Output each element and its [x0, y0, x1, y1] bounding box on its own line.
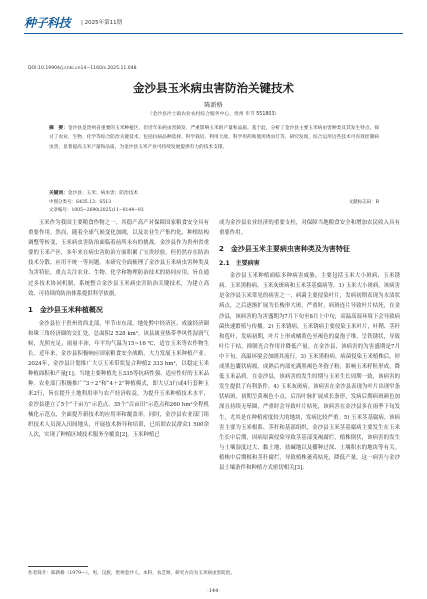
intro-paragraph: 玉米作为我国主要粮食作物之一，其稳产高产对保障国家粮食安全具有重要作用。然而，随着全球气候变化加剧，以及农业生产集约化、种植结构调整等转变，玉米病虫害防治面临着前所未有的挑战。金沙县作为贵州省重要的玉米产区，多年来在病虫害防治方面积累了宝贵经验，但仍然存在防治技术分散、应用不统一等问题。本研究全面梳理了金沙县玉米病虫害种类及为害特征，重点关注农业、生物、化学和物理防治技术的协同应用，旨在通过多技术协同机制，系统整合金沙县玉米病虫害防治关键技术，为建立高效、可持续的防治体系提供科学依据。 [28, 220, 209, 297]
section-2-heading: 2 金沙县玉米主要病虫害种类及为害特征 [219, 245, 350, 254]
right-intro-paragraph: 成为金沙县农业经济的重要支柱，对保障当地粮食安全和增加农民收入具有重要作用。 [219, 220, 400, 237]
clc-number: 中图分类号：S435.13；S513 [49, 200, 111, 205]
article-number: 文章编号：1005−2690(2025)11−0144−03 [49, 208, 144, 213]
classification-line [49, 199, 379, 207]
abstract-text: 金沙县是贵州省重要的玉米种植区，但近年来病虫害频发，严重影响玉米的产量和品质。基于此，分析了金沙县主要玉米病虫害种类及其发生特点，探讨了农业、生物、化学等综合防治关键技术，包括抗病品种选择、科学栽培、利用天敌、科学用药和使用诱虫灯等，研究发现，综合运用这些技术可有效控制病虫害，显著提高玉米产量和品质，为金沙县玉米产业可持续发展提供有力的技术支撑。 [49, 126, 379, 150]
keywords-text: 金沙县；玉米；病虫害；防治技术 [67, 191, 139, 196]
doi-line: DOI:10.19904/j.cnki.cn14−1160/s.2025.11.048 [28, 66, 137, 71]
issue-label: | 2025年第11期 [81, 20, 123, 26]
left-column [28, 218, 209, 440]
section-1-paragraph: 金沙县位于贵州省西北部，毕节市东部，地处黔中经济区、成渝经济圈和珠三角经济圈的交汇处，总面积2 528 km²。该县属亚热带季风性湿润气候，光照充足，雨量丰沛，年平均气温为15~16 ℃，适宜玉米等农作物生长。近年来，金沙县积极响应国家粮食安全战略，大力发展玉米种植产业。2024年，金沙县计划推广大豆玉米带状复合种植2 333 hm²，以稳定玉米种植面积和产量[1]。当地主要种植先玉335等抗病性强、适应性好的玉米品种。农业部门积极推广“3＋2”和“4＋2”种植模式，即大豆3行或4行套种玉米2行，旨在提升土地利用率与农产经济收益，为提升玉米种植技术水平，金沙县建立了5个“千亩方”示范点、35个“百亩田”示范点和260 hm²全程机械化示范点，全面提升新技术的应用率和覆盖率。同时，金沙县农业部门组织技术人员深入田间地头，开展技术指导和培训，已培训农民群众1 500余人次，实现了种植区域技术服务全覆盖[2]。玉米种植已 [28, 320, 209, 438]
keywords [49, 190, 379, 198]
journal-logo: 种子科技 [24, 16, 71, 30]
abstract-label: 摘 要： [49, 126, 68, 131]
right-column [219, 218, 400, 473]
article-number-line [49, 207, 379, 215]
section-2-paragraph: 金沙县玉米种植面临多种病害威胁，主要包括玉米大小斑病、玉米锈病、玉米黑粉病、玉米灰斑病和玉米茎基腐病等。1) 玉米大小斑病。该病害是金沙县玉米常见的病害之一，病菌主要侵染叶片，发病初期表现为水渍状病点，之后逐渐扩展为长梭形大斑，严重时，病斑连片导致叶片枯死，在金沙县，该病害的为害盛期为7月下旬至8月上中旬，高温高湿环境下会导致病菌快速繁殖与传播。2) 玉米锈病。玉米锈病主要侵染玉米叶片，叶鞘、茎秆和苞叶，发病初期，叶片上形成橘黄色至褐色的夏孢子堆，呈铁锈状，导致叶片干枯，抑制光合作用并降低产量。在金沙县，该病害的为害盛期是7月中下旬，高温环境会加剧其流行。3) 玉米黑粉病。病菌侵染玉米植株后，形成黑色囊状病瘤，成熟后内部充满黑褐色冬孢子粉，影响玉米籽粒形成，降低玉米品质。在金沙县，该病害的发生时期与玉米生长周期一致，该病害的发生提供了有利条件。4) 玉米灰斑病。该病害在金沙县表现为叶片出现窄条状病斑，初期呈黄褐色小点，后沿叶脉扩展成长条形，发病后期病斑颜色加深且持续无晕圈，严重时会导致叶片枯死，该病害在金沙县多在雨季下旬发生，尤其是在种植密度较大的地块，发病比较严重。5) 玉米茎基腐病。该病害主要为玉米根系、茎秆和基部组织，金沙县玉米茎基腐病主要发生在玉米生长中后期，因病原菌侵染导致茎基部变褐腐烂，植株倒伏，该病害的发生与土壤湿度过大、黏土地、盐碱地以及播种过深、土壤积水的地块等有关。植株中后期根和茎秆腐烂，导致植株萎蔫枯死，降低产量。这一病害与金沙县土壤条件和种植方式密切相关[3]。 [219, 273, 400, 471]
abstract [49, 124, 379, 152]
section-1-heading: 1 金沙县玉米种植概况 [28, 305, 103, 314]
article-title: 金沙县玉米病虫害防治关键技术 [133, 81, 294, 95]
document-code: 文献标志码：B [348, 200, 379, 205]
journal-header [24, 16, 403, 32]
footnote-rule [28, 566, 88, 567]
page-number: ·144· [207, 588, 220, 594]
subsection-2-1-heading: 2.1 主要病害 [219, 260, 260, 268]
keywords-label: 关键词： [49, 191, 68, 196]
header-rule [24, 33, 403, 34]
author-name: 陈新格 [204, 102, 223, 109]
author-affiliation: （金沙县沙土镇农业农村综合服务中心，贵州 毕节 551803） [147, 112, 280, 117]
author-footnote: 作者简介：陈新格（1979—），男，汉族，贵州金沙人，本科，农艺师，研究方向为玉米病虫害防治。 [28, 571, 235, 576]
